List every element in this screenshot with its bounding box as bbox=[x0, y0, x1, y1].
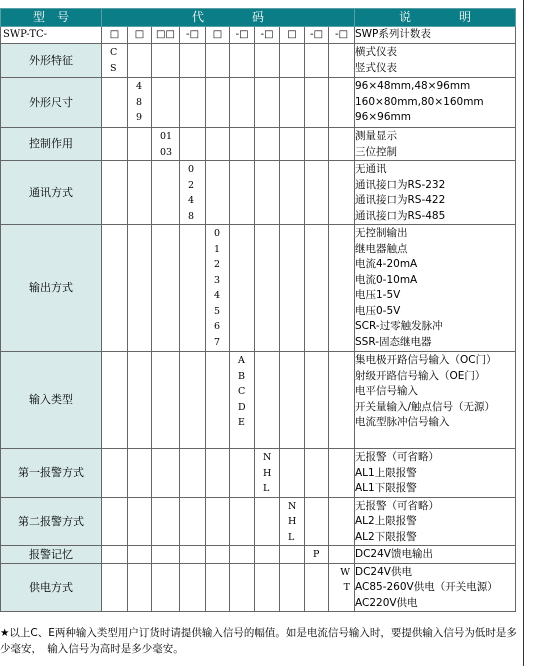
code-output: 2 bbox=[214, 259, 221, 270]
label-power: 供电方式 bbox=[1, 563, 102, 612]
code-output: 1 bbox=[214, 243, 221, 255]
desc-output: 电压1-5V bbox=[355, 289, 401, 301]
model-row bbox=[1, 27, 516, 44]
label-feed: 报警记忆 bbox=[1, 546, 102, 564]
code-comm: 8 bbox=[188, 210, 195, 222]
desc-comm: 通讯接口为RS-485 bbox=[355, 209, 446, 222]
code-input: E bbox=[238, 417, 245, 428]
code-alarm2: N bbox=[288, 500, 297, 512]
header-desc: 说 明 bbox=[355, 9, 516, 27]
desc-alarm2: AL2上限报警 bbox=[355, 515, 417, 527]
code-output: 0 bbox=[214, 228, 221, 239]
code-box-9: -□ bbox=[305, 27, 329, 44]
desc-output: 继电器触点 bbox=[355, 242, 408, 255]
desc-shape: 竖式仪表 bbox=[355, 61, 397, 74]
desc-output: SSR-固态继电器 bbox=[355, 335, 432, 348]
model-desc: SWP系列计数表 bbox=[355, 27, 516, 44]
row-size bbox=[1, 78, 516, 128]
code-output: 3 bbox=[214, 274, 221, 286]
code-input: A bbox=[238, 355, 245, 366]
code-box-1: □ bbox=[102, 27, 128, 44]
code-box-2: □ bbox=[128, 27, 152, 44]
label-alarm2: 第二报警方式 bbox=[1, 497, 102, 546]
code-feed: P bbox=[313, 549, 320, 560]
row-power bbox=[1, 563, 516, 612]
desc-feed: DC24V馈电输出 bbox=[355, 548, 433, 560]
code-alarm1: L bbox=[263, 483, 270, 494]
label-control: 控制作用 bbox=[1, 128, 102, 161]
desc-input: 开关量输入/触点信号（无源） bbox=[355, 400, 496, 413]
desc-output: 电流4-20mA bbox=[355, 258, 418, 270]
code-size: 8 bbox=[136, 96, 143, 108]
code-box-8: □ bbox=[280, 27, 305, 44]
desc-comm: 无通讯 bbox=[355, 163, 387, 175]
code-comm: 4 bbox=[188, 195, 195, 206]
code-shape: C bbox=[110, 47, 118, 58]
code-box-5: □ bbox=[206, 27, 230, 44]
code-alarm2: H bbox=[288, 516, 297, 527]
code-output: 5 bbox=[214, 305, 221, 317]
code-control: 01 bbox=[160, 131, 173, 142]
row-feed bbox=[1, 546, 516, 564]
header-model: 型 号 bbox=[1, 9, 102, 27]
desc-input: 集电极开路信号输入（OC门） bbox=[355, 354, 497, 366]
code-size: 4 bbox=[136, 81, 143, 92]
code-box-10: -□ bbox=[329, 27, 355, 44]
desc-control: 测量显示 bbox=[355, 130, 397, 142]
code-comm: 2 bbox=[188, 179, 195, 191]
desc-shape: 横式仪表 bbox=[355, 46, 397, 58]
code-shape: S bbox=[110, 62, 117, 74]
desc-input: 电流型脉冲信号输入 bbox=[355, 416, 450, 428]
row-alarm2 bbox=[1, 497, 516, 546]
code-power: T bbox=[343, 582, 350, 593]
code-box-7: -□ bbox=[255, 27, 280, 44]
model-code-table bbox=[0, 8, 516, 612]
desc-power: DC24V供电 bbox=[355, 565, 412, 578]
row-control bbox=[1, 128, 516, 161]
desc-size: 160×80mm,80×160mm bbox=[355, 95, 484, 108]
desc-alarm1: 无报警（可省略） bbox=[355, 451, 439, 463]
code-size: 9 bbox=[136, 112, 143, 123]
model-name: SWP-TC- bbox=[1, 27, 102, 44]
label-comm: 通讯方式 bbox=[1, 161, 102, 225]
page-border bbox=[523, 0, 524, 666]
code-box-6: -□ bbox=[230, 27, 255, 44]
label-output: 输出方式 bbox=[1, 225, 102, 352]
desc-output: SCR-过零触发脉冲 bbox=[355, 320, 443, 332]
desc-alarm1: AL1上限报警 bbox=[355, 466, 417, 479]
row-comm bbox=[1, 161, 516, 225]
code-output: 6 bbox=[214, 321, 221, 332]
label-input: 输入类型 bbox=[1, 352, 102, 449]
row-shape bbox=[1, 44, 516, 78]
desc-size: 96×96mm bbox=[355, 111, 411, 123]
code-control: 03 bbox=[160, 146, 173, 158]
desc-alarm1: AL1下限报警 bbox=[355, 482, 417, 494]
code-power: W bbox=[340, 566, 350, 578]
code-output: 4 bbox=[214, 290, 221, 301]
desc-alarm2: AL2下限报警 bbox=[355, 530, 417, 543]
code-alarm1: H bbox=[263, 467, 272, 479]
code-alarm2: L bbox=[288, 531, 295, 543]
desc-size: 96×48mm,48×96mm bbox=[355, 80, 471, 92]
desc-comm: 通讯接口为RS-232 bbox=[355, 178, 446, 191]
code-input: C bbox=[238, 386, 246, 397]
code-output: 7 bbox=[214, 336, 221, 348]
desc-input: 射级开路信号输入（OE门） bbox=[355, 369, 486, 382]
desc-output: 无控制输出 bbox=[355, 227, 408, 239]
desc-output: 电压0-5V bbox=[355, 304, 401, 317]
label-shape: 外形特征 bbox=[1, 44, 102, 78]
label-alarm1: 第一报警方式 bbox=[1, 449, 102, 498]
code-alarm1: N bbox=[263, 452, 272, 463]
header-row bbox=[1, 9, 516, 27]
desc-power: AC220V供电 bbox=[355, 596, 418, 609]
code-comm: 0 bbox=[188, 164, 195, 175]
label-size: 外形尺寸 bbox=[1, 78, 102, 128]
desc-input: 电平信号输入 bbox=[355, 385, 418, 397]
row-output bbox=[1, 225, 516, 352]
header-code: 代 码 bbox=[102, 9, 355, 27]
code-box-3: □□ bbox=[152, 27, 180, 44]
desc-control: 三位控制 bbox=[355, 145, 397, 158]
desc-power: AC85-260V供电（开关电源） bbox=[355, 581, 498, 593]
desc-alarm2: 无报警（可省略） bbox=[355, 499, 439, 512]
code-box-4: -□ bbox=[180, 27, 206, 44]
footnote: ★以上C、E两种输入类型用户订货时请提供输入信号的幅值。如是电流信号输入时，要提供输入信号为低时是多少毫安， 输入信号为高时是多少毫安。 bbox=[0, 627, 517, 655]
code-input: D bbox=[238, 401, 246, 413]
row-input bbox=[1, 352, 516, 449]
row-alarm1 bbox=[1, 449, 516, 498]
code-input: B bbox=[238, 370, 245, 382]
desc-comm: 通讯接口为RS-422 bbox=[355, 194, 446, 206]
desc-output: 电流0-10mA bbox=[355, 273, 418, 286]
